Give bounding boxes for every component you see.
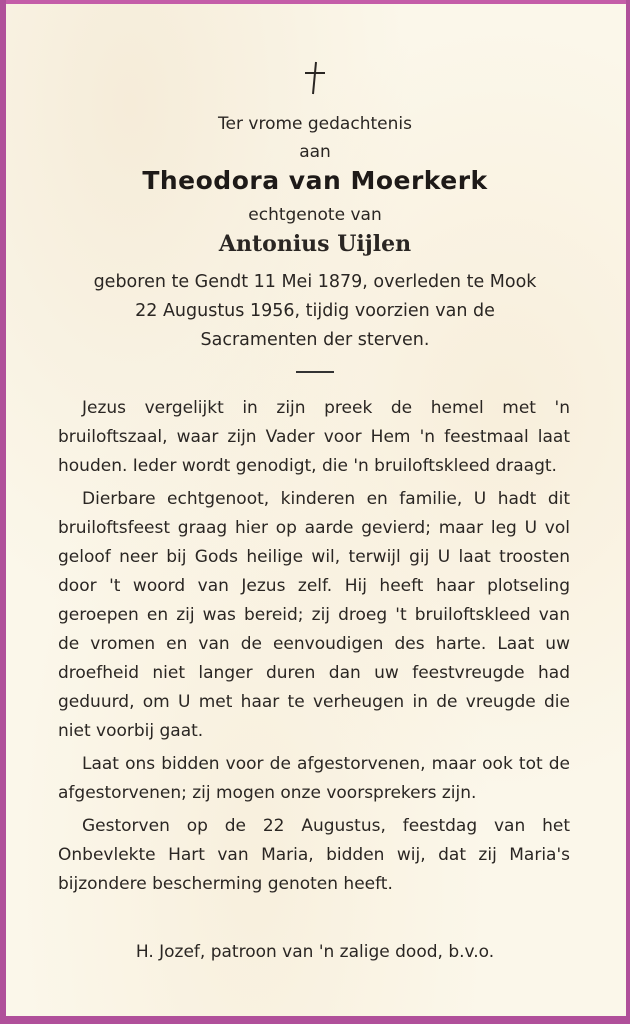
- life-line: 22 Augustus 1956, tijdig voorzien van de: [135, 301, 495, 321]
- paragraph: Jezus vergelijkt in zijn preek de hemel met 'n bruiloftszaal, waar zijn Vader voor Hem 'n feestmaal laat houden. Ieder wordt genodigt, die 'n bruiloftskleed draagt.: [58, 398, 570, 476]
- relation-text: echtgenote van: [248, 205, 382, 225]
- intro-aan: aan: [299, 142, 331, 162]
- spouse-name: Antonius Uijlen: [218, 231, 412, 257]
- closing-prayer: H. Jozef, patroon van 'n zalige dood, b.v.o.: [135, 942, 495, 962]
- body-text: [58, 394, 570, 903]
- paragraph: Dierbare echtgenoot, kinderen en familie, U hadt dit bruiloftsfeest graag hier op aarde gevierd; maar leg U vol geloof neer bij Gods heilige wil, terwijl gij U laat troosten door 't woord van Jezus zelf. Hij heeft haar plotseling geroepen en zij was bereid; zij droeg 't bruiloftskleed van de vromen en van de eenvoudigen des harte. Laat uw droefheid niet langer duren dan uw feestvreugde had geduurd, om U met haar te verheugen in de vreugde die niet voorbij gaat.: [58, 489, 570, 741]
- life-details: [0, 268, 630, 355]
- paragraph: Gestorven op de 22 Augustus, feestdag van het Onbevlekte Hart van Maria, bidden wij, dat zij Maria's bijzondere bescherming genoten heeft.: [58, 816, 570, 894]
- cross-icon: [303, 60, 327, 96]
- paragraph: Laat ons bidden voor de afgestorvenen, maar ook tot de afgestorvenen; zij mogen onze voorsprekers zijn.: [58, 754, 570, 803]
- top-border: [6, 0, 626, 4]
- deceased-name: Theodora van Moerkerk: [142, 166, 488, 195]
- divider: [296, 371, 334, 373]
- intro-line: Ter vrome gedachtenis: [218, 114, 412, 134]
- life-line: Sacramenten der sterven.: [200, 330, 430, 350]
- life-line: geboren te Gendt 11 Mei 1879, overleden te Mook: [93, 272, 537, 292]
